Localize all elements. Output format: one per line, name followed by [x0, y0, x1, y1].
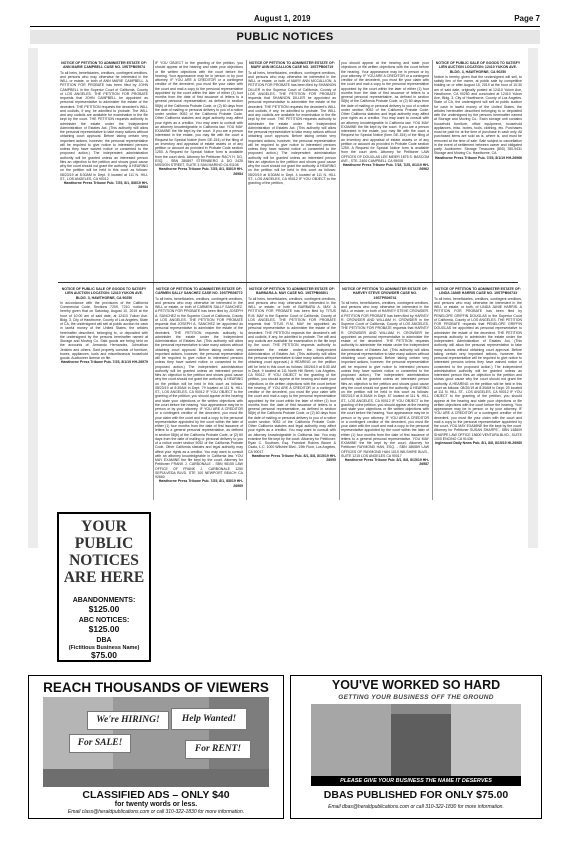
page-header [30, 14, 540, 26]
column-divider [432, 60, 433, 500]
price-label-sub: (Fictitious Business Name) [68, 645, 140, 651]
row-divider [58, 282, 518, 283]
sign-hiring: We're HIRING! [87, 711, 169, 730]
legal-notice [341, 287, 429, 662]
notice-footer: Hawthorne Press Tribune Pub. 8/1, 8/8, 8/15/19 HH-26987 [344, 458, 429, 467]
notice-title: NOTICE OF PUBLIC SALE OF GOODS TO SATISFY LIEN AUCTION LOCATION: 12410 YUKON AVE. BLDG. 3, HAWTHORNE, CA 90250 [435, 61, 521, 74]
ad-contact: Email dbas@heraldpublications.com or call 310-322-1830 for more information. [328, 804, 504, 810]
ad-contact: Email class@heraldpublications.com or call 310-322-1830 for more information. [67, 809, 245, 815]
price-label: DBA [96, 637, 112, 644]
header-rule [30, 26, 540, 27]
ad-offer: DBAS PUBLISHED FOR ONLY $75.00 [323, 789, 509, 801]
ad-photo-signs [43, 697, 269, 787]
price-value: $75.00 [91, 650, 117, 660]
price-label: ABC NOTICES: [78, 617, 130, 624]
price-label: ABANDONMENTS: [72, 597, 136, 604]
column-divider [153, 60, 154, 500]
legal-notice [248, 61, 336, 279]
sign-for-sale: For SALE! [69, 734, 131, 753]
notice-footer: Hawthorne Press Tribune Pub. 7/25, 8/1/19 HH-26966 [434, 155, 522, 160]
section-title: PUBLIC NOTICES [30, 30, 540, 44]
notice-body: To all heirs, beneficiaries, creditors, contingent creditors, and persons who may otherwise be interested in the WILL or estate, or both of CARMEN SALLY SANCHEZ. A PETITION FOR PROBATE has been filed by JOSEPH A. SANCHEZ in the Superior Court of California, County of LOS ANGELES. THE PETITION FOR PROBATE requests that JOSEPH A. SANCHEZ be appointed as personal representative to administer the estate of the decedent. THE PETITION requests authority to administer the estate under the Independent Administration of Estates Act. (This authority will allow the personal representative to take many actions without obtaining court approval. Before taking certain very important actions, however, the personal representative will be required to give notice to interested persons unless they have waived notice or consented to the proposed action.) The independent administration authority will be granted unless an interested person files an objection to the petition and shows good cause why the court should not grant the authority. A HEARING on the petition will be held in this court as follows: 08/23/19 at 8:30AM in Dept. 79 located at 111 N. HILL ST., LOS ANGELES, CA 90012 IF YOU OBJECT to the granting of the petition, you should appear at the hearing and state your objections or file written objections with the court before the hearing. Your appearance may be in person or by your attorney. IF YOU ARE A CREDITOR or a contingent creditor of the decedent, you must file your claim with the court and mail a copy to the personal representative appointed by the court within the later of either (1) four months from the date of first issuance of letters to a general personal representative, as defined in section 58(b) of the California Probate Code, or (2) 60 days from the date of mailing or personal delivery to you of a notice under section 9052 of the California Probate Code. Other California statutes and legal authority may affect your rights as a creditor. You may want to consult with an attorney knowledgeable in California law. YOU MAY EXAMINE the file kept by the court. Attorney for Petitioner FRANK J. CARBONALE - SBN 98155 LAW OFFICE OF FRANK J. CARBONALE 1250 SEPULVEDA BLVD. STE 100 NEWPORT BEACH CA 92660 [155, 296, 243, 479]
notice-footer: Inglewood Daily News Pub. 8/1, 8/8, 8/15/19 HI-26980 [435, 441, 522, 445]
legal-notice [155, 287, 243, 662]
notice-body: To all heirs, beneficiaries, creditors, contingent creditors, and persons who may otherwise be interested in the WILL or estate, or both, of LINDA JANIE HARRIS. A PETITION FOR PROBATE has been filed by PENELOPE GRIFFIN DOUGLAS in the Superior Court of California, County of LOS ANGELES. THE PETITION FOR PROBATE requests that PENELOPE GRIFFIN DOUGLAS be appointed as personal representative to administer the estate of the decedent. THE PETITION requests authority to administer the estate under the Independent Administration of Estates Act. (This authority will allow the personal representative to take many actions without obtaining court approval. Before taking certain very important actions, however, the personal representative will be required to give notice to interested persons unless they have waived notice or consented to the proposed action.) The independent administration authority will be granted unless an interested person files an objection to the petition and shows good cause why the court should not grant the authority. A HEARING on the petition will be held in this court as follows: 08/20/19 at 8:30AM in Dept. 29 located at 111 N. HILL ST., LOS ANGELES, CA 90012 IF YOU OBJECT to the granting of the petition, you should appear at the hearing and state your objections or file written objections with the court before the hearing. Your appearance may be in person or by your attorney. IF YOU ARE A CREDITOR or a contingent creditor of the decedent, you must file your claim with the court and mail a copy to the personal representative appointed by the court. YOU MAY EXAMINE the file kept by the court. Attorney for Petitioner SUSAN SHARPE - SBN 148609 SHARPE LAW OFFICE 15600 VENTURA BLVD., SUITE 1000 ENCINO CA 91436 [434, 296, 522, 441]
notice-body: you should appear at the hearing and state your objections or file written objections with the court before the hearing. Your appearance may be in person or by your attorney. IF YOU ARE A CREDITOR or a contingent creditor of the decedent, you must file your claim with the court and mail a copy to the personal representative appointed by the court within the later of either (1) four months from the date of first issuance of letters to a general personal representative, as defined in section 58(b) of the California Probate Code, or (2) 60 days from the date of mailing or personal delivery to you of a notice under section 9052 of the California Probate Code. Other California statutes and legal authority may affect your rights as a creditor. You may want to consult with an attorney knowledgeable in California law. YOU MAY EXAMINE the file kept by the court. If you are a person interested in the estate, you may file with the court a Request for Special Notice (form DE-154) of the filing of an inventory and appraisal of estate assets or of any petition or account as provided in Probate Code section 1250. A Request for Special Notice form is available from the court clerk. Attorney for Petitioner LAW OFFICES OF DOUGLAS LEE MEIER 1875 S. BASCOM AVE., STE. 2400 CAMPBELL CA 95008 [341, 61, 429, 163]
ad-offer-sub: for twenty words or less. [114, 801, 198, 808]
legal-notice [434, 287, 522, 662]
notice-body: To all heirs, beneficiaries, creditors, contingent creditors, and persons who may otherwise be interested in the WILL or estate, or both of MARY ANN MCCALLION. A PETITION FOR PROBATE has been filed by SHANNON DILLER in the Superior Court of California, County of LOS ANGELES. THE PETITION FOR PROBATE requests that SHANNON DILLER be appointed as personal representative to administer the estate of the decedent. THE PETITION requests the decedent's WILL and codicils, if any, be admitted to probate. The WILL and any codicils are available for examination in the file kept by the court. THE PETITION requests authority to administer the estate under the Independent Administration of Estates Act. (This authority will allow the personal representative to take many actions without obtaining court approval. Before taking certain very important actions, however, the personal representative will be required to give notice to interested persons unless they have waived notice or consented to the proposed action.) The independent administration authority will be granted unless an interested person files an objection to the petition and shows good cause why the court should not grant the authority. A HEARING on the petition will be held in this court as follows: 08/20/19 at 8:30AM in Dept. 4 located at 111 N. HILL ST., LOS ANGELES, CA 90012 IF YOU OBJECT to the granting of the petition, [248, 70, 336, 185]
notice-body: To all heirs, beneficiaries, creditors, contingent creditors, and persons who may otherwise be interested in the WILL or estate, or both of ANN MARIE CAMPBELL. A PETITION FOR PROBATE has been filed by JOHN CAMPBELL in the Superior Court of California, County of LOS ANGELES. THE PETITION FOR PROBATE requests that JOHN CAMPBELL be appointed as personal representative to administer the estate of the decedent. THE PETITION requests the decedent's WILL and codicils, if any, be admitted to probate. The WILL and any codicils are available for examination in the file kept by the court. THE PETITION requests authority to administer the estate under the Independent Administration of Estates Act. (This authority will allow the personal representative to take many actions without obtaining court approval. Before taking certain very important actions, however, the personal representative will be required to give notice to interested persons unless they have waived notice or consented to the proposed action.) The independent administration authority will be granted unless an interested person files an objection to the petition and shows good cause why the court should not grant the authority. A HEARING on the petition will be held in this court as follows: 08/23/19 at 8:30AM in Dept. 5 located at 111 N. HILL ST., LOS ANGELES, CA 90012 [60, 70, 148, 181]
notice-body: In accordance with the provisions of the California Commercial Code, Sections 7209, 7210, notice is hereby given that on Saturday, August 10, 2019 at the hour of 10:00 am of said date, at 12410 Yukon Ave. Bldg. 3, City of Hawthorne, County of Los Angeles, State of CA, the undersigned will sell at public auction for cash in lawful money of the United States, the articles hereinafter described, belonging to, or deposited with the undersigned by the persons hereinafter named at Storage and Moving Co. Said goods are being held on the accounts of: Armando Hernandez, Johnathan Jenkins and others. Said property consists of furniture, boxes, appliances, tools and miscellaneous household goods. Auctioneer license on file. [60, 300, 148, 360]
column-divider [246, 60, 247, 500]
ad-photo-business [311, 704, 521, 776]
issue-date: August 1, 2019 [254, 14, 311, 23]
page-number: Page 7 [514, 14, 540, 23]
notice-title: NOTICE OF PUBLIC SALE OF GOODS TO SATISFY LIEN AUCTION LOCATION: 12410 YUKON AVE. BLDG. 3, HAWTHORNE, CA 90250 [61, 287, 147, 300]
legal-notice [155, 61, 243, 279]
right-gutter [528, 48, 538, 548]
notice-title: NOTICE OF PETITION TO ADMINISTER ESTATE OF: LINDA JANIE HARRIS CASE NO. 19STPB06733 [435, 287, 521, 296]
public-notices-price-box [57, 512, 151, 662]
ad-banner: PLEASE GIVE YOUR BUSINESS THE NAME IT DESERVES [311, 776, 521, 786]
dba-advertisement [290, 675, 542, 819]
notice-footer: Hawthorne Press Tribune Pub. 7/25, 8/1, 8/8/19 HH-26969 [158, 479, 243, 488]
notice-title: NOTICE OF PETITION TO ADMINISTER ESTATE OF: CARMEN SALLY SANCHEZ CASE NO. 19STPB06772 [155, 287, 243, 296]
notice-title: NOTICE OF PETITION TO ADMINISTER ESTATE OF: MARY ANN MCCALLION CASE NO. 19STPB06719 [249, 61, 335, 70]
ad-headline: YOU'VE WORKED SO HARD [331, 678, 501, 692]
ad-offer: CLASSIFIED ADS – ONLY $40 for twenty words or less. [29, 789, 283, 808]
left-gutter [28, 48, 38, 548]
legal-notice [341, 61, 429, 279]
sign-help-wanted: Help Wanted! [171, 708, 247, 730]
notice-title: NOTICE OF PETITION TO ADMINISTER ESTATE OF: BARBARA A. MAY CASE NO. 19STPB06801 [249, 287, 335, 296]
price-value: $125.00 [88, 624, 120, 634]
notice-title: NOTICE OF PETITION TO ADMINISTER ESTATE OF: HARVEY STEVE CROWDER CASE NO. 19STPB06741 [342, 287, 428, 300]
notice-footer: Hawthorne Press Tribune Pub. 7/25, 8/1/19 HH-26979 [60, 360, 148, 365]
sign-for-rent: For RENT! [185, 740, 251, 759]
legal-notice [60, 61, 148, 279]
notice-body: To all heirs, beneficiaries, creditors, contingent creditors, and persons who may otherwise be interested in the WILL or estate, or both of HARVEY STEVE CROWDER. A PETITION FOR PROBATE has been filed by HARVEY R. CROWDER AND WILLIAM H. CROWDER in the Superior Court of California, County of LOS ANGELES. THE PETITION FOR PROBATE requests that HARVEY R. CROWDER AND WILLIAM H. CROWDER be appointed as personal representative to administer the estate of the decedent. THE PETITION requests authority to administer the estate under the Independent Administration of Estates Act. (This authority will allow the personal representative to take many actions without obtaining court approval. Before taking certain very important actions, however, the personal representative will be required to give notice to interested persons unless they have waived notice or consented to the proposed action.) The independent administration authority will be granted unless an interested person files an objection to the petition and shows good cause why the court should not grant the authority. A HEARING on the petition will be held in this court as follows: 08/23/19 at 8:30AM in Dept. 67 located at 111 N. HILL ST., LOS ANGELES, CA 90012 IF YOU OBJECT to the granting of the petition, you should appear at the hearing and state your objections or file written objections with the court before the hearing. Your appearance may be in person or by your attorney. IF YOU ARE A CREDITOR or a contingent creditor of the decedent, you must file your claim with the court and mail a copy to the personal representative appointed by the court within the later of either (1) four months from the date of first issuance of letters to a general personal representative. YOU MAY EXAMINE the file kept by the court. Attorney for Petitioner RAYMOND HAN, ESQ. - SBN 186589 LAW OFFICES OF RAYMOND HAN 1010 WILSHIRE BLVD., SUITE 1215 LOS ANGELES CA 90017 [341, 300, 429, 458]
notice-title: NOTICE OF PETITION TO ADMINISTER ESTATE OF: ANN MARIE CAMPBELL CASE NO. 19STPB05974 [61, 61, 147, 70]
classified-ads-advertisement [28, 675, 284, 819]
notice-footer: Hawthorne Press Tribune Pub. 7/25, 8/1, 8/8/19 HH-26984 [158, 167, 243, 176]
notice-body: To all heirs, beneficiaries, creditors, contingent creditors, and persons who may otherwise be interested in the WILL or estate, or both of BARBARA A. MAY. A PETITION FOR PROBATE has been filed by TITUS R.M. MAY in the Superior Court of California, County of LOS ANGELES. THE PETITION FOR PROBATE requests that TITUS R.M. MAY be appointed as personal representative to administer the estate of the decedent. THE PETITION requests the decedent's will and codicils, if any, be admitted to probate. The will and any codicils are available for examination in the file kept by the court. THE PETITION requests authority to administer the estate under the Independent Administration of Estates Act. (This authority will allow the personal representative to take many actions without obtaining court approval.) A HEARING on the petition will be held in this court as follows: 08/26/19 at 8:30 AM in Dept. 9 located at 111 North Hill Street, Los Angeles, CA 90012. IF YOU OBJECT to the granting of the petition, you should appear at the hearing and state your objections or file written objections with the court before the hearing. IF YOU ARE A CREDITOR or a contingent creditor of the decedent, you must file your claim with the court and mail a copy to the personal representative appointed by the court within the later of either (1) four months from the date of first issuance of letters to a general personal representative, as defined in section 58(b) of the California Probate Code, or (2) 60 days from the date of mailing or personal delivery to you of a notice under section 9052 of the California Probate Code. Other California statutes and legal authority may affect your rights as a creditor. You may want to consult with an attorney knowledgeable in California law. You may examine the file kept by the court. Attorney for Petitioner: Ryan C. Southam, Esq. Frandzel Robins Bloom & Csato, L.C. 1000 Wilshire Blvd., 19th Floor, Los Angeles, CA 90017 [248, 296, 336, 454]
legal-notice [60, 287, 148, 507]
legal-notice [434, 61, 522, 279]
ad-headline: REACH THOUSANDS OF VIEWERS [43, 680, 269, 695]
notice-footer: Hawthorne Press Tribune Pub. 8/1, 8/8, 8/15/19 HH-26995 [251, 453, 336, 462]
legal-notice [248, 287, 336, 662]
notice-body: IF YOU OBJECT to the granting of the petition, you should appear at the hearing and state your objections or file written objections with the court before the hearing. Your appearance may be in person or by your attorney. IF YOU ARE A CREDITOR or a contingent creditor of the decedent, you must file your claim with the court and mail a copy to the personal representative appointed by the court within the later of either (1) four months from the date of first issuance of letters to a general personal representative, as defined in section 58(b) of the California Probate Code, or (2) 60 days from the date of mailing or personal delivery to you of a notice under section 9052 of the California Probate Code. Other California statutes and legal authority may affect your rights as a creditor. You may want to consult with an attorney knowledgeable in California law. YOU MAY EXAMINE the file kept by the court. If you are a person interested in the estate, you may file with the court a Request for Special Notice (form DE-154) of the filing of an inventory and appraisal of estate assets or of any petition or account as provided in Probate Code section 1250. A Request for Special Notice form is available from the court clerk. Attorney for Petitioner RACY H. DO, ESQ. - SBN 280897 STERNBERG & DO 2425 MISSION STREET, SUITE 3 SAN MARINO CA 91108 [155, 61, 243, 167]
notice-footer: Hawthorne Press Tribune Pub. 7/25, 8/1, 8/8/19 HH-26984 [63, 181, 148, 190]
ad-subheadline: GETTING YOUR BUSINESS OFF THE GROUND [338, 694, 494, 701]
price-box-title: YOUR PUBLIC NOTICES ARE HERE [63, 518, 145, 586]
notice-body: Notice is hereby given that the undersigned will sell, to satisfy lien of the owner, at public sale by competitive bidding on or after August 15, 2019 at the hour of 10:30 am of said date, originally posted at 12410 Yukon Ave, Hawthorne, CA 90250 and concluded at 12410 Yukon Ave, Bldg. 3, City of Hawthorne, County of Los Angeles, State of CA, the undersigned will sell at public auction for cash in lawful money of the United States, the articles hereinafter described belonging to or deposited with the undersigned by the persons hereinafter named at Storage and Moving Co.: Each storage unit contains household furniture, office equipment, household appliances, misc. boxes, tools, clothing, etc. Purchases must be paid for at the time of purchase in cash only. All purchased items are sold as is, where is, and must be removed at the time of sale. Sale subject to cancellation in the event of settlement between owner and obligated party. Auctioneer: Storage Treasures (800) 780-9431 Storage and Moving Co. Hawthorne, CA [434, 74, 522, 156]
price-value: $125.00 [88, 604, 120, 614]
notice-footer: Hawthorne Press Tribune Pub. 7/18, 7/25, 8/1/19 HH-26962 [342, 163, 429, 172]
column-divider [339, 60, 340, 500]
